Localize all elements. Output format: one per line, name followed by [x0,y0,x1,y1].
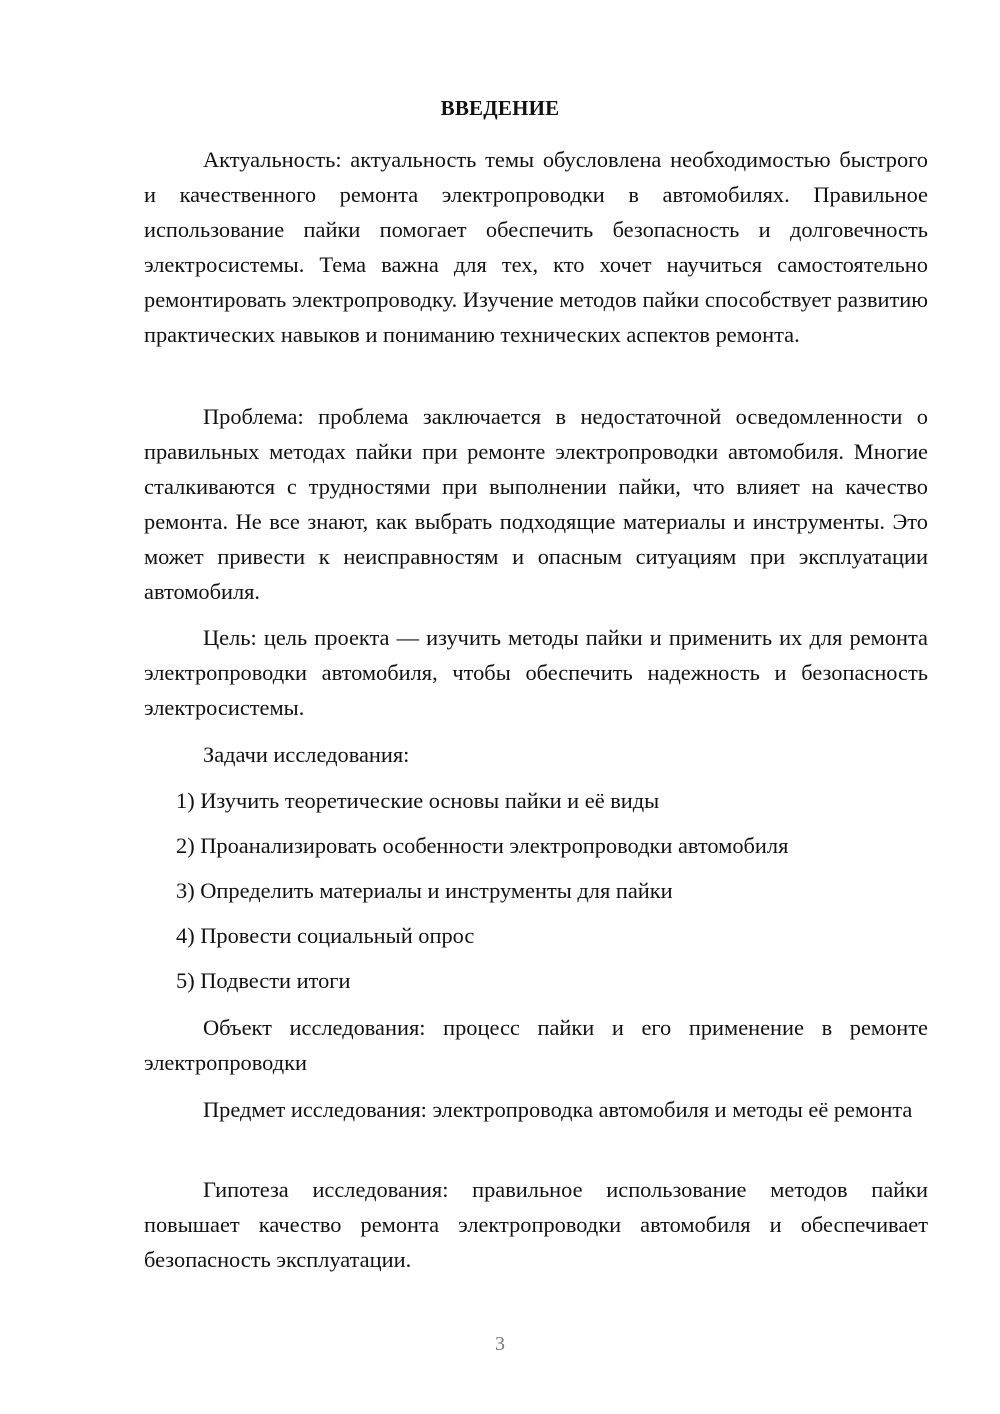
task-item-1: 1) Изучить теоретические основы пайки и её виды [176,788,660,813]
task-item-3: 3) Определить материалы и инструменты для пайки [176,878,673,903]
goal-paragraph: Цель: цель проекта — изучить методы пайки и применить их для ремонта электропроводки автомобиля, чтобы обеспечить надежность и безопасность электросистемы. [144,625,928,720]
task-item-4: 4) Провести социальный опрос [176,923,475,948]
task-item-2: 2) Проанализировать особенности электропроводки автомобиля [176,833,789,858]
hypothesis-paragraph: Гипотеза исследования: правильное использование методов пайки повышает качество ремонта электропроводки автомобиля и обеспечивает безопасность эксплуатации. [144,1177,928,1272]
task-item-5: 5) Подвести итоги [176,968,351,993]
subject-paragraph: Предмет исследования: электропроводка автомобиля и методы её ремонта [203,1097,913,1122]
problem-paragraph: Проблема: проблема заключается в недостаточной осведомленности о правильных методах пайки при ремонте электропроводки автомобиля. Многие сталкиваются с трудностями при выполнении пайки, что влияет на качество ремонта. Не все знают, как выбрать подходящие материалы и инструменты. Это может привести к неисправностям и опасным ситуациям при эксплуатации автомобиля. [144,404,928,604]
page-title: ВВЕДЕНИЕ [440,96,560,120]
relevance-paragraph: Актуальность: актуальность темы обусловлена необходимостью быстрого и качественного ремонта электропроводки в автомобилях. Правильное использование пайки помогает обеспечить безопасность и долговечность электросистемы. Тема важна для тех, кто хочет научиться самостоятельно ремонтировать электропроводку. Изучение методов пайки способствует развитию практических навыков и пониманию технических аспектов ремонта. [144,147,928,347]
tasks-heading: Задачи исследования: [203,742,410,767]
page-number: 3 [495,1333,505,1355]
object-paragraph: Объект исследования: процесс пайки и его применение в ремонте электропроводки [144,1015,928,1075]
